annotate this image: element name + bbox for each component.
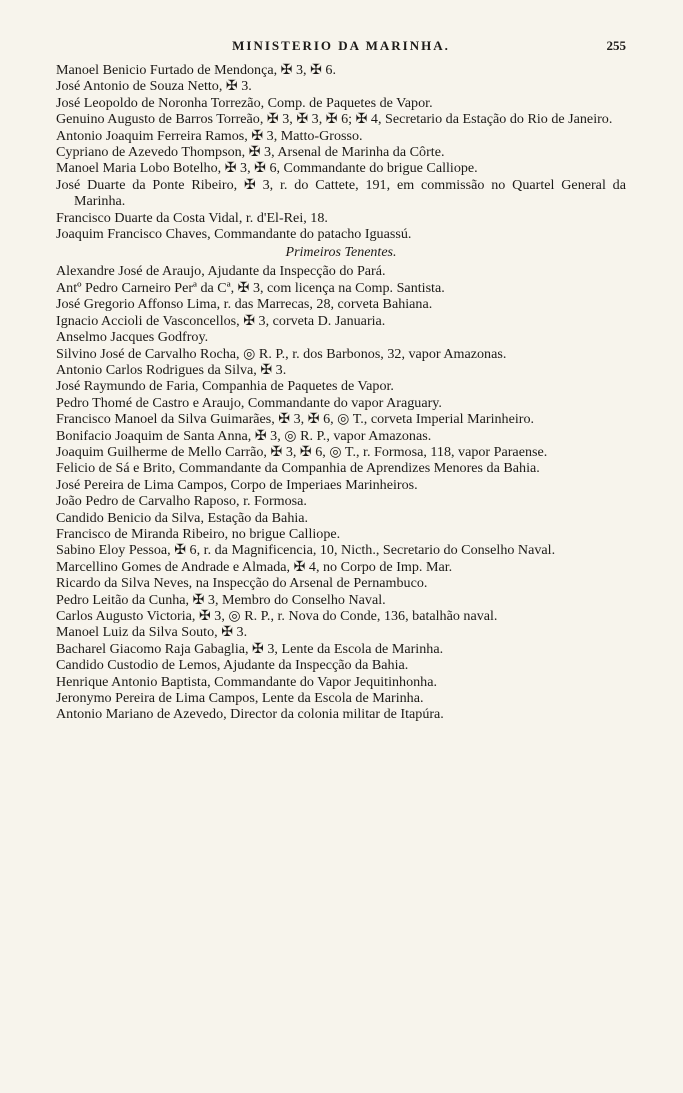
list-item: José Leopoldo de Noronha Torrezão, Comp. de Paquetes de Vapor. [56, 94, 433, 111]
list-item: Felicio de Sá e Brito, Commandante da Companhia de Aprendizes Menores da Bahia. [56, 460, 540, 477]
list-item: José Gregorio Affonso Lima, r. das Marrecas, 28, corveta Bahiana. [56, 296, 433, 313]
list-item: Manoel Benicio Furtado de Mendonça, ✠ 3, ✠ 6. [56, 62, 336, 78]
list-item: Alexandre José de Araujo, Ajudante da Inspecção do Pará. [56, 263, 386, 280]
list-item: Joaquim Francisco Chaves, Commandante do patacho Iguassú. [56, 226, 412, 243]
list-item: Bacharel Giacomo Raja Gabaglia, ✠ 3, Lente da Escola de Marinha. [56, 640, 444, 657]
section-subheading: Primeiros Tenentes. [285, 245, 397, 261]
officer-list-section-1 [56, 62, 626, 242]
list-item: Ricardo da Silva Neves, na Inspecção do Arsenal de Pernambuco. [56, 575, 428, 592]
list-item: José Pereira de Lima Campos, Corpo de Imperiaes Marinheiros. [56, 476, 418, 493]
list-item: Antonio Joaquim Ferreira Ramos, ✠ 3, Matto-Grosso. [56, 127, 363, 144]
list-item: Bonifacio Joaquim de Santa Anna, ✠ 3, ◎ R. P., vapor Amazonas. [56, 427, 432, 444]
list-item: Cypriano de Azevedo Thompson, ✠ 3, Arsenal de Marinha da Côrte. [56, 144, 445, 161]
list-item: Pedro Leitão da Cunha, ✠ 3, Membro do Conselho Naval. [56, 591, 386, 608]
document-page [56, 38, 626, 723]
list-item: Silvino José de Carvalho Rocha, ◎ R. P., r. dos Barbonos, 32, vapor Amazonas. [56, 345, 507, 362]
list-item: Antonio Mariano de Azevedo, Director da colonia militar de Itapúra. [56, 706, 444, 723]
list-item: Antº Pedro Carneiro Perª da Cª, ✠ 3, com licença na Comp. Santista. [56, 279, 445, 296]
list-item: Francisco Duarte da Costa Vidal, r. d'El-Rei, 18. [56, 209, 328, 226]
list-item: Candido Benicio da Silva, Estação da Bahia. [56, 509, 309, 526]
list-item: Antonio Carlos Rodrigues da Silva, ✠ 3. [56, 361, 287, 378]
entries [56, 62, 626, 723]
list-item: Joaquim Guilherme de Mello Carrão, ✠ 3, ✠ 6, ◎ T., r. Formosa, 118, vapor Paraense. [56, 443, 548, 460]
list-item: Genuino Augusto de Barros Torreão, ✠ 3, ✠ 3, ✠ 6; ✠ 4, Secretario da Estação do Rio de Janeiro. [56, 111, 613, 128]
page-number: 255 [606, 38, 626, 53]
list-item: Francisco Manoel da Silva Guimarães, ✠ 3, ✠ 6, ◎ T., corveta Imperial Marinheiro. [56, 411, 535, 428]
list-item: Anselmo Jacques Godfroy. [56, 329, 209, 346]
list-item: José Antonio de Souza Netto, ✠ 3. [56, 78, 252, 95]
list-item: Jeronymo Pereira de Lima Campos, Lente da Escola de Marinha. [56, 690, 424, 707]
officer-list-section-2 [56, 263, 626, 722]
list-item: Ignacio Accioli de Vasconcellos, ✠ 3, corveta D. Januaria. [56, 312, 386, 329]
list-item: Carlos Augusto Victoria, ✠ 3, ◎ R. P., r. Nova do Conde, 136, batalhão naval. [56, 608, 498, 624]
page-header [56, 38, 626, 58]
list-item: Francisco de Miranda Ribeiro, no brigue Calliope. [56, 525, 341, 542]
list-item: Manoel Luiz da Silva Souto, ✠ 3. [56, 624, 248, 641]
list-item: João Pedro de Carvalho Raposo, r. Formosa. [56, 493, 307, 510]
list-item: Pedro Thomé de Castro e Araujo, Commandante do vapor Araguary. [56, 394, 442, 411]
list-item: Marcellino Gomes de Andrade e Almada, ✠ 4, no Corpo de Imp. Mar. [56, 558, 453, 575]
list-item: Manoel Maria Lobo Botelho, ✠ 3, ✠ 6, Commandante do brigue Calliope. [56, 160, 478, 177]
list-item: José Duarte da Ponte Ribeiro, ✠ 3, r. do Cattete, 191, em commissão no Quartel General da Marinha. [56, 176, 626, 210]
list-item: Henrique Antonio Baptista, Commandante do Vapor Jequitinhonha. [56, 673, 437, 690]
list-item: Sabino Eloy Pessoa, ✠ 6, r. da Magnificencia, 10, Nicth., Secretario do Conselho Naval. [56, 542, 556, 559]
list-item: José Raymundo de Faria, Companhia de Paquetes de Vapor. [56, 378, 394, 395]
list-item: Candido Custodio de Lemos, Ajudante da Inspecção da Bahia. [56, 657, 409, 674]
running-title: MINISTERIO DA MARINHA. [232, 38, 450, 53]
